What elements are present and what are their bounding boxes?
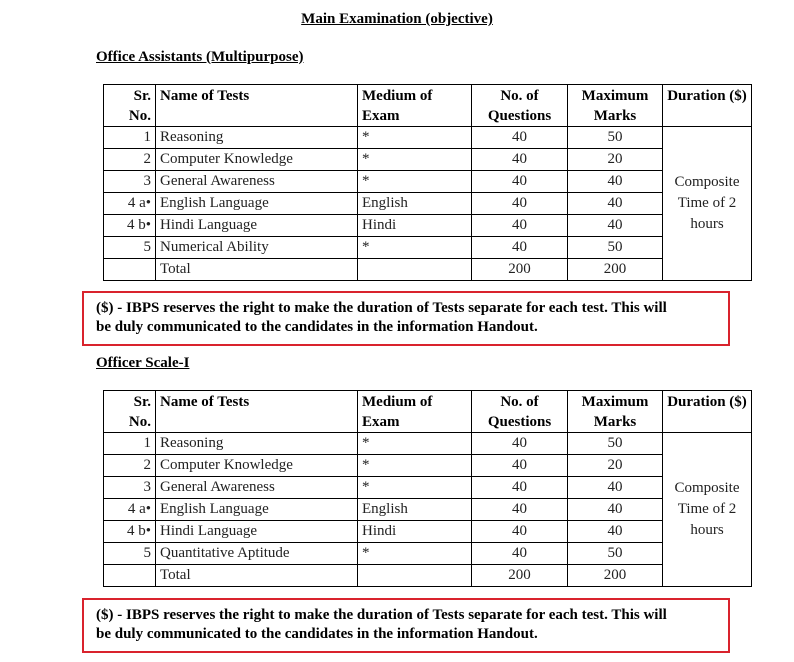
cell-medium: *: [358, 477, 472, 499]
cell-medium: *: [358, 237, 472, 259]
cell-test-name: Quantitative Aptitude: [156, 543, 358, 565]
cell-sr: [104, 565, 156, 587]
header-questions: No. of Questions: [472, 85, 568, 127]
duration-note-box: [82, 598, 730, 653]
cell-marks: 50: [568, 543, 663, 565]
cell-duration: [663, 127, 752, 281]
table-body: [104, 127, 752, 281]
header-marks: Maximum Marks: [568, 85, 663, 127]
header-name: Name of Tests: [156, 85, 358, 127]
note-line-1: ($) - IBPS reserves the right to make the duration of Tests separate for each test. This will: [96, 607, 667, 623]
cell-sr: 3: [104, 477, 156, 499]
cell-sr: 2: [104, 455, 156, 477]
cell-sr: 5: [104, 543, 156, 565]
cell-sr: 4 a•: [104, 193, 156, 215]
cell-marks: 40: [568, 499, 663, 521]
cell-test-name: Numerical Ability: [156, 237, 358, 259]
cell-sr: 1: [104, 127, 156, 149]
table-total-row: [104, 565, 752, 587]
cell-total-marks: 200: [568, 259, 663, 281]
cell-sr: 4 a•: [104, 499, 156, 521]
section-title-officer-scale-1: Officer Scale-I: [96, 355, 190, 371]
cell-marks: 20: [568, 149, 663, 171]
cell-test-name: Reasoning: [156, 433, 358, 455]
table-row: [104, 433, 752, 455]
header-sr: Sr. No.: [104, 85, 156, 127]
table-row: [104, 149, 752, 171]
header-name: Name of Tests: [156, 391, 358, 433]
cell-medium: *: [358, 149, 472, 171]
cell-duration: [663, 433, 752, 587]
cell-sr: 4 b•: [104, 215, 156, 237]
cell-medium: *: [358, 171, 472, 193]
cell-medium: English: [358, 499, 472, 521]
cell-questions: 40: [472, 521, 568, 543]
table-header-row: [104, 85, 752, 127]
cell-test-name: Hindi Language: [156, 521, 358, 543]
header-sr: Sr. No.: [104, 391, 156, 433]
cell-questions: 40: [472, 455, 568, 477]
table-body: [104, 433, 752, 587]
cell-medium: *: [358, 455, 472, 477]
table-row: [104, 521, 752, 543]
cell-total-label: Total: [156, 565, 358, 587]
cell-total-questions: 200: [472, 259, 568, 281]
table-row: [104, 455, 752, 477]
duration-line: Time of 2: [677, 501, 737, 517]
cell-marks: 50: [568, 433, 663, 455]
cell-questions: 40: [472, 149, 568, 171]
cell-questions: 40: [472, 543, 568, 565]
cell-total-questions: 200: [472, 565, 568, 587]
header-medium: Medium of Exam: [358, 391, 472, 433]
cell-test-name: English Language: [156, 193, 358, 215]
cell-medium: [358, 565, 472, 587]
cell-marks: 40: [568, 477, 663, 499]
cell-sr: 3: [104, 171, 156, 193]
cell-questions: 40: [472, 127, 568, 149]
cell-marks: 40: [568, 215, 663, 237]
cell-questions: 40: [472, 237, 568, 259]
section-title-office-assistants: Office Assistants (Multipurpose): [96, 49, 304, 65]
exam-table-office-assistants: [103, 84, 752, 281]
note-line-2: be duly communicated to the candidates in the information Handout.: [96, 319, 538, 335]
header-duration: Duration ($): [663, 391, 752, 433]
cell-questions: 40: [472, 499, 568, 521]
cell-medium: [358, 259, 472, 281]
table-row: [104, 477, 752, 499]
cell-test-name: Computer Knowledge: [156, 455, 358, 477]
cell-medium: English: [358, 193, 472, 215]
table-row: [104, 215, 752, 237]
cell-test-name: Computer Knowledge: [156, 149, 358, 171]
cell-questions: 40: [472, 433, 568, 455]
cell-total-label: Total: [156, 259, 358, 281]
duration-line: hours: [690, 522, 724, 538]
cell-marks: 40: [568, 171, 663, 193]
table-row: [104, 237, 752, 259]
header-marks: Maximum Marks: [568, 391, 663, 433]
cell-questions: 40: [472, 477, 568, 499]
cell-questions: 40: [472, 215, 568, 237]
cell-questions: 40: [472, 193, 568, 215]
table-row: [104, 171, 752, 193]
cell-sr: [104, 259, 156, 281]
cell-total-marks: 200: [568, 565, 663, 587]
cell-medium: Hindi: [358, 215, 472, 237]
duration-line: Composite: [674, 480, 740, 496]
table-header-row: [104, 391, 752, 433]
note-line-2: be duly communicated to the candidates in the information Handout.: [96, 626, 538, 642]
page-title: Main Examination (objective): [301, 11, 493, 27]
duration-note-box: [82, 291, 730, 346]
table-row: [104, 127, 752, 149]
cell-medium: *: [358, 433, 472, 455]
cell-test-name: General Awareness: [156, 477, 358, 499]
duration-line: Time of 2: [677, 195, 737, 211]
table-row: [104, 543, 752, 565]
cell-marks: 50: [568, 127, 663, 149]
table-row: [104, 499, 752, 521]
cell-sr: 4 b•: [104, 521, 156, 543]
cell-medium: *: [358, 543, 472, 565]
cell-marks: 40: [568, 521, 663, 543]
cell-sr: 2: [104, 149, 156, 171]
cell-medium: *: [358, 127, 472, 149]
table-total-row: [104, 259, 752, 281]
duration-line: Composite: [674, 174, 740, 190]
cell-test-name: General Awareness: [156, 171, 358, 193]
cell-questions: 40: [472, 171, 568, 193]
table-row: [104, 193, 752, 215]
exam-table-officer-scale-1: [103, 390, 752, 587]
cell-test-name: Reasoning: [156, 127, 358, 149]
header-medium: Medium of Exam: [358, 85, 472, 127]
cell-test-name: English Language: [156, 499, 358, 521]
cell-sr: 5: [104, 237, 156, 259]
note-line-1: ($) - IBPS reserves the right to make the duration of Tests separate for each test. This will: [96, 300, 667, 316]
header-duration: Duration ($): [663, 85, 752, 127]
duration-line: hours: [690, 216, 724, 232]
cell-marks: 50: [568, 237, 663, 259]
cell-marks: 40: [568, 193, 663, 215]
header-questions: No. of Questions: [472, 391, 568, 433]
cell-medium: Hindi: [358, 521, 472, 543]
cell-test-name: Hindi Language: [156, 215, 358, 237]
cell-marks: 20: [568, 455, 663, 477]
cell-sr: 1: [104, 433, 156, 455]
